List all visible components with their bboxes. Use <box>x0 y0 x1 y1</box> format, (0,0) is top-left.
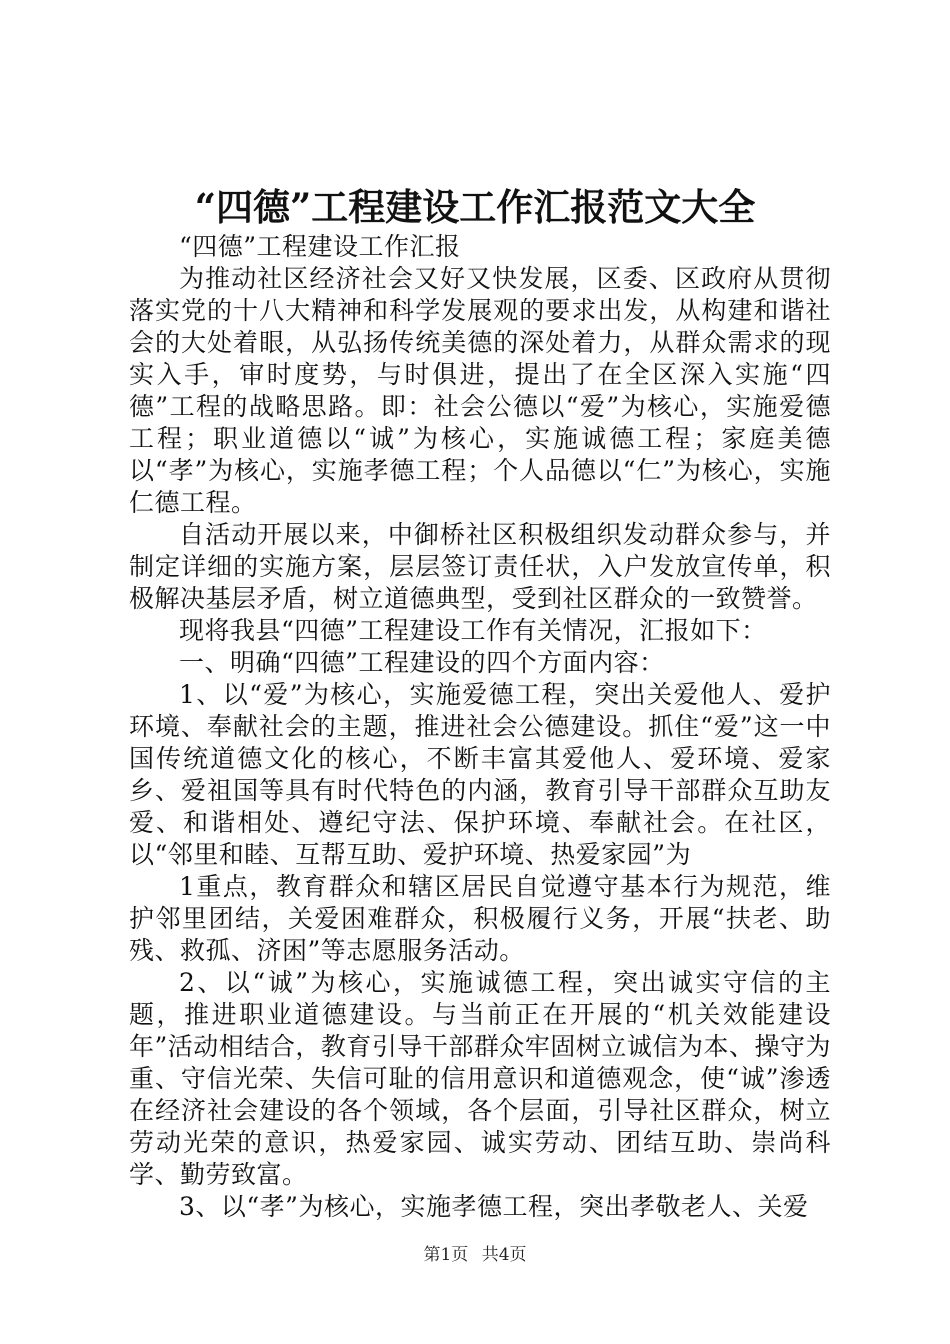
paragraph-item-love-cont: 1重点，教育群众和辖区居民自觉遵守基本行为规范，维护邻里团结，关爱困难群众，积极履行义务，开展“扶老、助残、救孤、济困”等志愿服务活动。 <box>129 872 831 965</box>
document-title: “四德”工程建设工作汇报范文大全 <box>194 185 756 229</box>
page-number: 第1页 <box>423 1245 469 1265</box>
paragraph-item-love: 1、以“爱”为核心，实施爱德工程，突出关爱他人、爱护环境、奉献社会的主题，推进社会公德建设。抓住“爱”这一中国传统道德文化的核心，不断丰富其爱他人、爱环境、爱家乡、爱祖国等具有时代特色的内涵，教育引导干部群众互助友爱、和谐相处、遵纪守法、保护环境、奉献社会。在社区，以“邻里和睦、互帮互助、爱护环境、热爱家园”为 <box>129 680 831 869</box>
page-footer <box>0 1244 950 1266</box>
paragraph-report-lead: 现将我县“四德”工程建设工作有关情况，汇报如下： <box>179 616 767 645</box>
paragraph-item-honesty: 2、以“诚”为核心，实施诚德工程，突出诚实守信的主题，推进职业道德建设。与当前正在开展的“机关效能建设年”活动相结合，教育引导干部群众牢固树立诚信为本、操守为重、守信光荣、失信可耻的信用意识和道德观念，使“诚”渗透在经济社会建设的各个领域，各个层面，引导社区群众，树立劳动光荣的意识，热爱家园、诚实劳动、团结互助、崇尚科学、勤劳致富。 <box>129 968 831 1189</box>
paragraph-subtitle: “四德”工程建设工作汇报 <box>179 232 461 261</box>
document-body <box>129 231 831 1223</box>
paragraph-activity: 自活动开展以来，中御桥社区积极组织发动群众参与，并制定详细的实施方案，层层签订责任状，入户发放宣传单，积极解决基层矛盾，树立道德典型，受到社区群众的一致赞誉。 <box>129 520 831 613</box>
paragraph-item-filial: 3、以“孝”为核心，实施孝德工程，突出孝敬老人、关爱 <box>179 1192 809 1221</box>
paragraph-intro: 为推动社区经济社会又好又快发展，区委、区政府从贯彻落实党的十八大精神和科学发展观的要求出发，从构建和谐社会的大处着眼，从弘扬传统美德的深处着力，从群众需求的现实入手，审时度势，与时俱进，提出了在全区深入实施“四德”工程的战略思路。即：社会公德以“爱”为核心，实施爱德工程；职业道德以“诚”为核心，实施诚德工程；家庭美德以“孝”为核心，实施孝德工程；个人品德以“仁”为核心，实施仁德工程。 <box>129 264 831 517</box>
page-total: 共4页 <box>481 1245 527 1265</box>
section-heading-one: 一、明确“四德”工程建设的四个方面内容： <box>179 648 665 677</box>
